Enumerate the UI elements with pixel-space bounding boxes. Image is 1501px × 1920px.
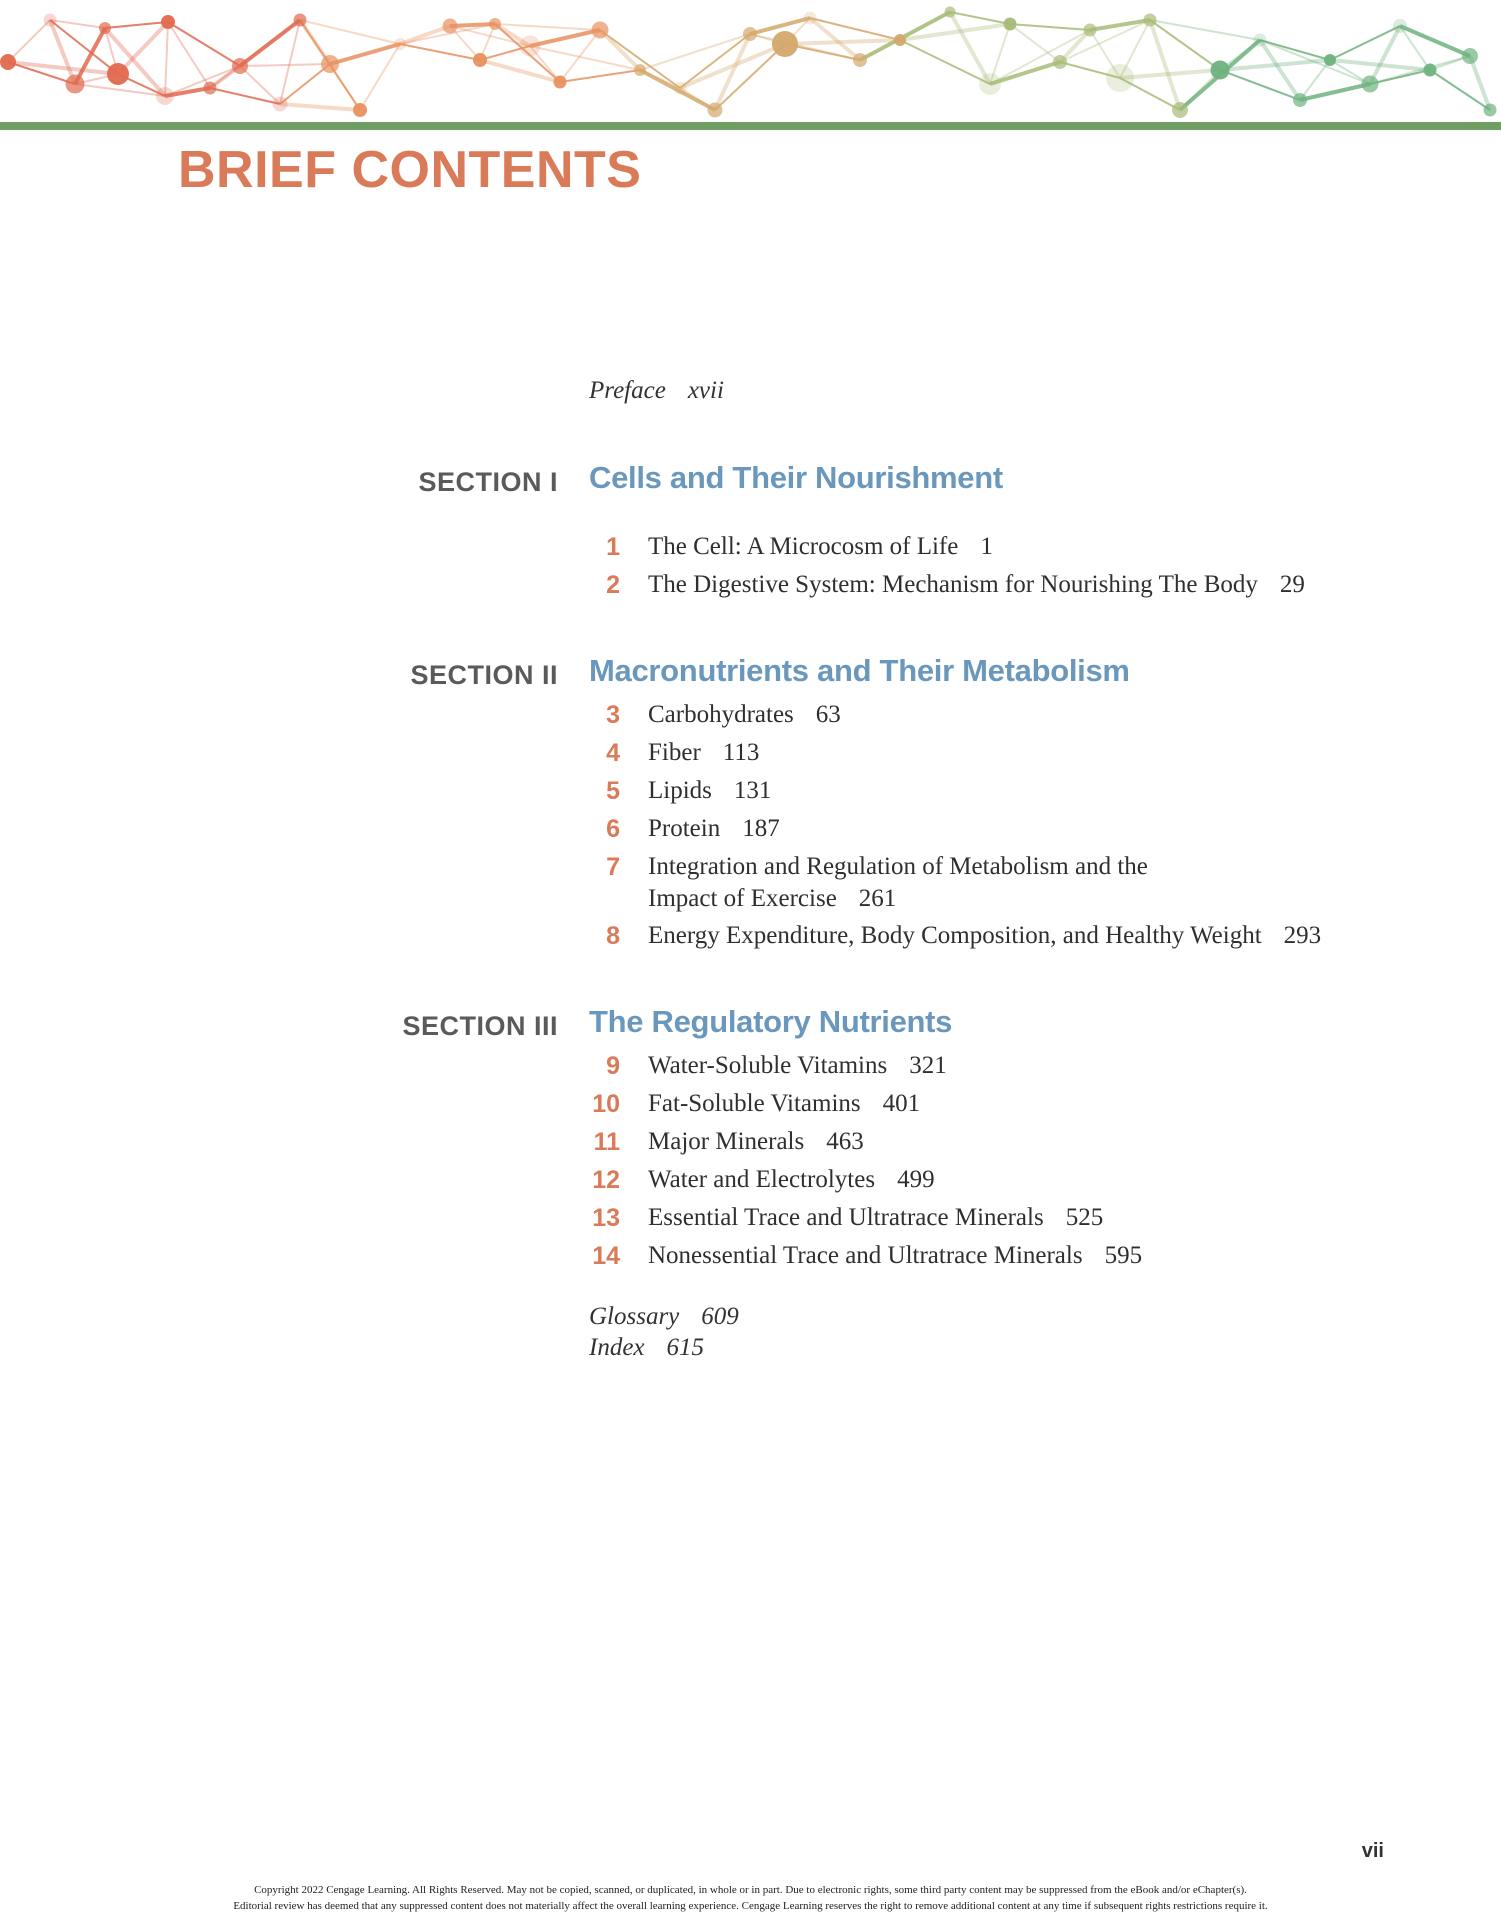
chapter-number: 13 [592, 1204, 620, 1232]
molecule-atom [0, 54, 16, 70]
chapter-title: Protein [648, 815, 721, 842]
chapter-number: 5 [606, 777, 620, 805]
preface-entry[interactable] [589, 377, 724, 405]
molecule-atom [321, 55, 339, 73]
molecule-atom [394, 38, 406, 50]
chapter-number: 3 [606, 701, 620, 729]
banner-rule [0, 122, 1501, 130]
chapter-page: 525 [1065, 1204, 1104, 1231]
molecule-atom [1362, 76, 1379, 93]
molecule-atom [489, 18, 501, 30]
chapter-page: 261 [858, 885, 897, 912]
preface-page: xvii [687, 377, 724, 404]
chapter-title: The Digestive System: Mechanism for Nourishing The Body [648, 571, 1258, 598]
index-page: 615 [666, 1334, 705, 1361]
molecule-bond [1470, 56, 1490, 110]
molecule-bond [560, 70, 640, 82]
molecule-bond [1150, 20, 1220, 70]
chapter-title: Water and Electrolytes [648, 1166, 876, 1193]
glossary-entry[interactable] [589, 1303, 739, 1331]
section-label-2: SECTION II [410, 660, 558, 690]
molecule-bond [1370, 26, 1400, 84]
molecule-bond [240, 64, 330, 66]
chapter-page: 321 [909, 1052, 947, 1079]
molecule-atom [161, 15, 175, 29]
chapter-page: 113 [722, 739, 760, 766]
molecule-bond [950, 12, 1010, 24]
molecule-bond [280, 104, 360, 110]
chapter-title-line-2: Impact of Exercise [648, 885, 837, 912]
molecule-atom [945, 7, 956, 18]
index-entry[interactable] [589, 1334, 704, 1362]
molecule-atom [1084, 24, 1097, 37]
chapter-title: Fat-Soluble Vitamins [648, 1090, 861, 1117]
molecule-atom [273, 97, 288, 112]
chapter-page: 499 [897, 1166, 935, 1193]
chapter-title: Lipids [648, 777, 712, 804]
chapter-number: 4 [606, 739, 620, 767]
molecule-atom [1172, 102, 1188, 118]
molecule-atom [894, 34, 906, 46]
molecule-atom [979, 73, 1001, 95]
chapter-number: 12 [592, 1166, 620, 1194]
section-title-3[interactable]: The Regulatory Nutrients [589, 1004, 953, 1039]
chapter-page: 401 [882, 1090, 921, 1117]
molecule-bond [210, 88, 280, 104]
molecule-atom [294, 14, 307, 27]
molecule-atom [443, 19, 458, 34]
page-title: BRIEF CONTENTS [178, 141, 642, 199]
chapter-title: Carbohydrates [648, 701, 794, 728]
chapter-title: Essential Trace and Ultratrace Minerals [648, 1204, 1044, 1231]
molecule-atom [66, 75, 85, 94]
glossary-page: 609 [701, 1303, 739, 1330]
molecule-atom [1211, 61, 1230, 80]
molecule-bond [495, 24, 600, 30]
molecule-atom [1106, 64, 1134, 92]
molecule-atom [1144, 14, 1157, 27]
copyright-notice [0, 1882, 1501, 1914]
molecule-atom [674, 82, 687, 95]
chapter-title: Nonessential Trace and Ultratrace Minerals [648, 1242, 1083, 1269]
molecule-atom [1004, 18, 1017, 31]
section-label-1: SECTION I [418, 467, 558, 497]
page-number: vii [1361, 1840, 1384, 1862]
molecule-atom [1393, 19, 1407, 33]
molecule-atom [473, 53, 487, 67]
molecule-atom [1293, 93, 1307, 107]
molecule-bond [105, 22, 168, 28]
section-label-3: SECTION III [402, 1011, 558, 1041]
molecule-bond [75, 28, 105, 84]
molecule-atom [1254, 34, 1267, 47]
molecule-atom [554, 76, 567, 89]
molecule-atom [634, 64, 646, 76]
chapter-page: 187 [742, 815, 780, 842]
molecule-bond [1150, 20, 1260, 40]
molecule-atom [592, 22, 609, 39]
chapter-title-line-1: Integration and Regulation of Metabolism and the [648, 853, 1148, 880]
molecule-network-illustration [0, 0, 1501, 122]
molecule-atom [772, 31, 798, 57]
molecule-atom [156, 87, 174, 105]
molecule-bond [168, 22, 240, 66]
chapter-page: 1 [980, 533, 993, 560]
molecule-atom [107, 63, 129, 85]
index-label: Index [589, 1334, 645, 1361]
chapter-number: 8 [606, 922, 620, 950]
chapter-page: 293 [1283, 922, 1322, 949]
chapter-number: 14 [592, 1242, 620, 1270]
molecule-atom [1462, 48, 1478, 64]
molecule-bond [8, 20, 50, 62]
molecule-atom [1424, 64, 1437, 77]
molecule-atom [743, 27, 757, 41]
molecule-bond [240, 66, 280, 104]
copyright-line-2: Editorial review has deemed that any suppressed content does not materially affect the overall learning experience. Cengage Learning reserves the right to remove additional content at any time if subsequent rights restrictions require it. [233, 1900, 1268, 1912]
molecule-bond [1010, 24, 1060, 62]
chapter-number: 7 [606, 853, 620, 881]
molecule-atom [232, 58, 248, 74]
chapter-number: 2 [606, 571, 620, 599]
molecule-atom [1324, 54, 1336, 66]
molecule-atom [708, 103, 723, 118]
chapter-number: 11 [593, 1128, 620, 1156]
chapter-title: The Cell: A Microcosm of Life [648, 533, 959, 560]
section-title-1[interactable]: Cells and Their Nourishment [589, 460, 1003, 495]
chapter-number: 9 [606, 1052, 620, 1080]
molecule-bond [600, 30, 680, 88]
chapter-page: 463 [826, 1128, 864, 1155]
molecule-atom [853, 53, 867, 67]
chapter-title: Fiber [648, 739, 701, 766]
molecule-bond [680, 44, 785, 88]
molecule-banner [0, 0, 1501, 122]
molecule-atom [44, 14, 57, 27]
molecule-atom [1053, 55, 1067, 69]
chapter-title: Energy Expenditure, Body Composition, and Healthy Weight [648, 922, 1262, 949]
chapter-page: 29 [1279, 571, 1305, 598]
molecule-atom [204, 82, 217, 95]
molecule-atom [804, 12, 817, 25]
molecule-bond [1010, 24, 1090, 30]
molecule-atom [1484, 104, 1497, 117]
chapter-number: 1 [606, 533, 620, 561]
copyright-line-1: Copyright 2022 Cengage Learning. All Rights Reserved. May not be copied, scanned, or duplicated, in whole or in part. Due to electronic rights, some third party content may be suppressed from the eBook and/or eChapter(s). [254, 1884, 1247, 1896]
chapter-title: Water-Soluble Vitamins [648, 1052, 888, 1079]
molecule-bond [165, 22, 168, 96]
molecule-bond [168, 22, 210, 88]
molecule-atom [353, 103, 367, 117]
chapter-number: 10 [592, 1090, 620, 1118]
molecule-atom [520, 36, 541, 57]
section-title-2[interactable]: Macronutrients and Their Metabolism [589, 653, 1130, 688]
chapter-page: 595 [1104, 1242, 1143, 1269]
chapter-page: 63 [815, 701, 841, 728]
preface-label: Preface [589, 377, 666, 404]
glossary-label: Glossary [589, 1303, 680, 1330]
molecule-atom [99, 22, 111, 34]
chapter-page: 131 [733, 777, 772, 804]
chapter-number: 6 [606, 815, 620, 843]
chapter-title: Major Minerals [648, 1128, 805, 1155]
